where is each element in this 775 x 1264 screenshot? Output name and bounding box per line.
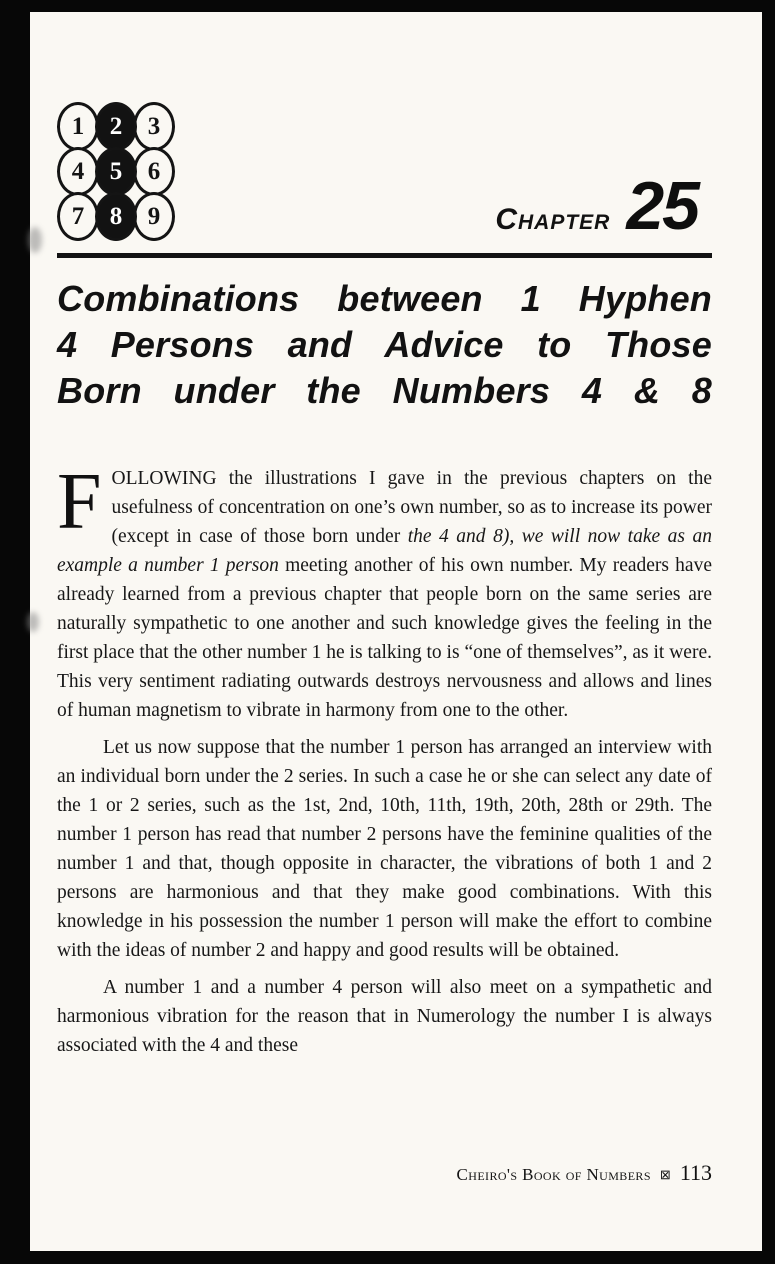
body-text — [57, 458, 712, 1060]
logo-circle-2: 2 — [95, 102, 137, 151]
numbers-logo — [57, 102, 175, 241]
logo-circle-5: 5 — [95, 147, 137, 196]
scan-smudge — [27, 612, 39, 632]
paragraph-1-text: meeting another of his own number. My readers have already learned from a previous chapter that people born on the same series are naturally sympathetic to one another and such knowledge gives the feeling in the first place that the other number 1 he is talking to is “one of themselves”, as it were. This very sentiment radiating outwards destroys nervousness and allows and lines of human magnetism to vibrate in harmony from one to the other. — [57, 555, 712, 721]
page-footer — [457, 1160, 712, 1186]
logo-circle-7: 7 — [57, 192, 99, 241]
page-scan — [30, 12, 762, 1251]
divider-rule — [57, 253, 712, 258]
running-book-title: Cheiro's Book of Numbers — [456, 1165, 651, 1184]
chapter-number: 25 — [626, 168, 698, 244]
chapter-label: Chapter — [495, 203, 611, 236]
chapter-title — [57, 276, 712, 414]
title-line-2: 4 Persons and Advice to Those — [57, 324, 712, 365]
paragraph-1-italic-text: the 4 and 8), we will now take as an example a number 1 person — [57, 526, 712, 576]
logo-circle-8: 8 — [95, 192, 137, 241]
logo-circle-4: 4 — [57, 147, 99, 196]
logo-row — [57, 192, 175, 241]
envelope-icon: ⊠ — [659, 1167, 671, 1182]
drop-cap: F — [57, 458, 102, 546]
chapter-heading — [495, 168, 712, 244]
paragraph-3: A number 1 and a number 4 person will also meet on a sympathetic and harmonious vibration for the reason that in Numerology the number I is always associated with the 4 and these — [57, 977, 712, 1056]
title-line-3: Born under the Numbers 4 & 8 — [57, 370, 712, 411]
logo-row — [57, 102, 175, 151]
page-number: 113 — [679, 1160, 712, 1185]
logo-circle-3: 3 — [133, 102, 175, 151]
paragraph-2: Let us now suppose that the number 1 person has arranged an interview with an individual born under the 2 series. In such a case he or she can select any date of the 1 or 2 series, such as the 1st, 2nd, 10th, 11th, 19th, 20th, 28th or 29th. The number 1 person has read that number 2 persons have the feminine qualities of the number 1 and that, though opposite in character, the vibrations of both 1 and 2 persons are harmonious and that they make good combinations. With this knowledge in his possession the number 1 person will make the effort to combine with the ideas of number 2 and happy and good results will be obtained. — [57, 737, 712, 961]
logo-row — [57, 147, 175, 196]
logo-circle-6: 6 — [133, 147, 175, 196]
title-line-1: Combinations between 1 Hyphen — [57, 278, 712, 319]
logo-circle-9: 9 — [133, 192, 175, 241]
scan-smudge — [28, 227, 42, 253]
paragraph-1 — [57, 458, 712, 725]
chapter-header — [57, 102, 712, 244]
paragraph-1-text: OLLOWING the illustrations I gave in the previous chapters on the usefulness of concentration on one’s own number, so as to increase its power (except in case of those born under — [111, 468, 712, 547]
logo-circle-1: 1 — [57, 102, 99, 151]
